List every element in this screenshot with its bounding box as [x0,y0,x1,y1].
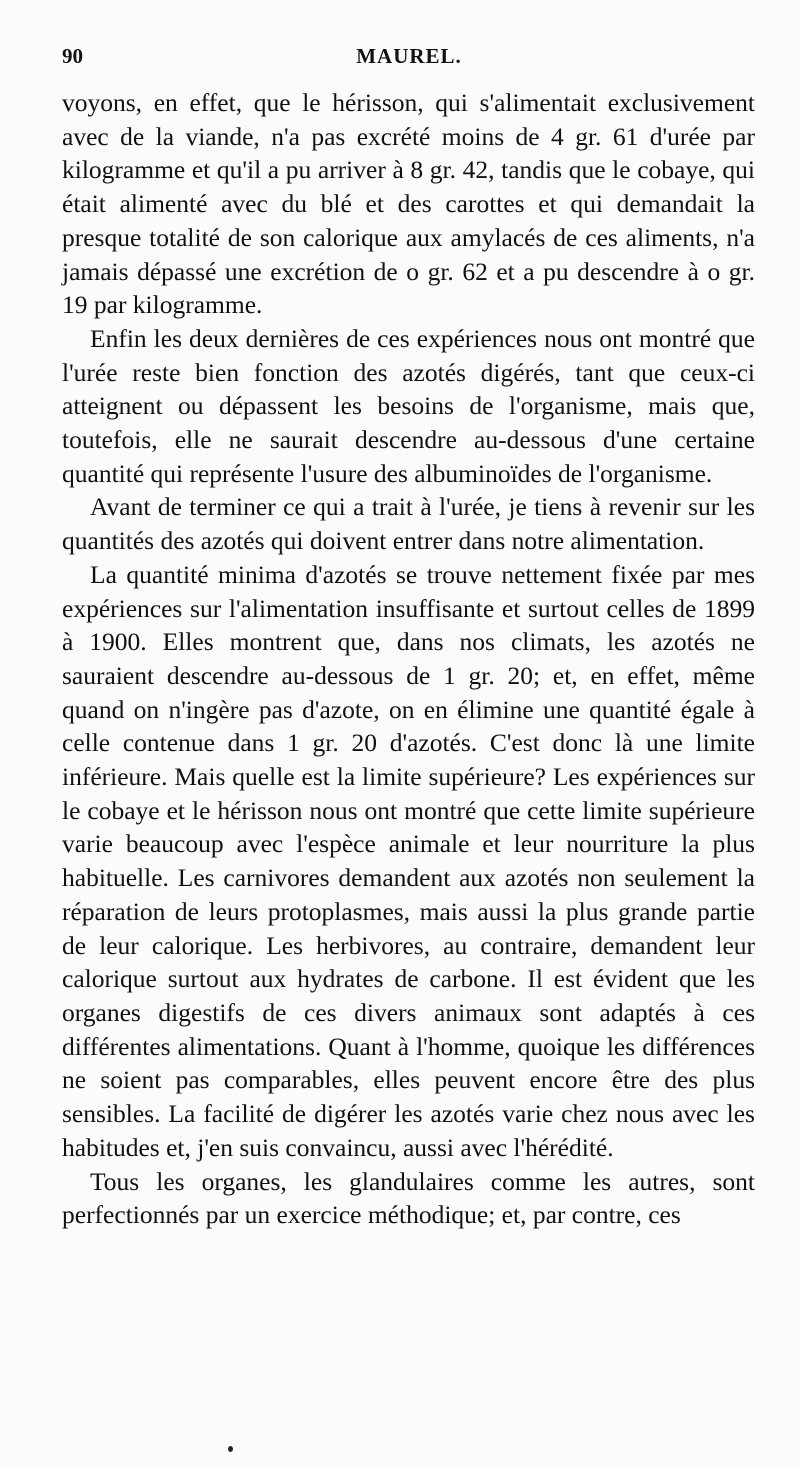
paragraph: La quantité minima d'azotés se trouve nettement fixée par mes expériences sur l'alimentation insuffisante et surtout celles de 1899 à 1900. Elles montrent que, dans nos climats, les azotés ne sauraient descendre au-dessous de 1 gr. 20; et, en effet, même quand on n'ingère pas d'azote, on en élimine une quantité égale à celle contenue dans 1 gr. 20 d'azotés. C'est donc là une limite inférieure. Mais quelle est la limite supérieure? Les expériences sur le cobaye et le hérisson nous ont montré que cette limite supérieure varie beaucoup avec l'espèce animale et leur nourriture la plus habituelle. Les carnivores demandent aux azotés non seulement la réparation de leurs protoplasmes, mais aussi la plus grande partie de leur calorique. Les herbivores, au contraire, demandent leur calorique surtout aux hydrates de carbone. Il est évident que les organes digestifs de ces divers animaux sont adaptés à ces différentes alimentations. Quant à l'homme, quoique les différences ne soient pas comparables, elles peuvent encore être des plus sensibles. La facilité de digérer les azotés varie chez nous avec les habitudes et, j'en suis convaincu, aussi avec l'hérédité. [62,559,755,1162]
paragraph: Enfin les deux dernières de ces expériences nous ont montré que l'urée reste bien fonction des azotés digérés, tant que ceux-ci atteignent ou dépassent les besoins de l'organisme, mais que, toutefois, elle ne saurait descendre au-dessous d'une certaine quantité qui représente l'usure des albuminoïdes de l'organisme. [62,323,755,488]
paragraph-continued: voyons, en effet, que le hérisson, qui s'alimentait exclusivement avec de la viande, n'a pas excrété moins de 4 gr. 61 d'urée par kilogramme et qu'il a pu arriver à 8 gr. 42, tandis que le cobaye, qui était alimenté avec du blé et des carottes et qui demandait la presque totalité de son calorique aux amylacés de ces aliments, n'a jamais dépassé une excrétion de o gr. 62 et a pu descendre à o gr. 19 par kilogramme. [62,88,755,320]
paragraph: Tous les organes, les glandulaires comme les autres, sont perfectionnés par un exercice méthodique; et, par contre, ces [62,1166,755,1230]
running-title: MAUREL. [356,44,462,68]
paragraph: Avant de terminer ce qui a trait à l'urée, je tiens à revenir sur les quantités des azotés qui doivent entrer dans notre alimentation. [62,492,755,556]
body-text [62,86,755,1232]
ink-speck [228,1446,233,1452]
running-head [62,44,756,76]
page-number: 90 [62,44,83,68]
